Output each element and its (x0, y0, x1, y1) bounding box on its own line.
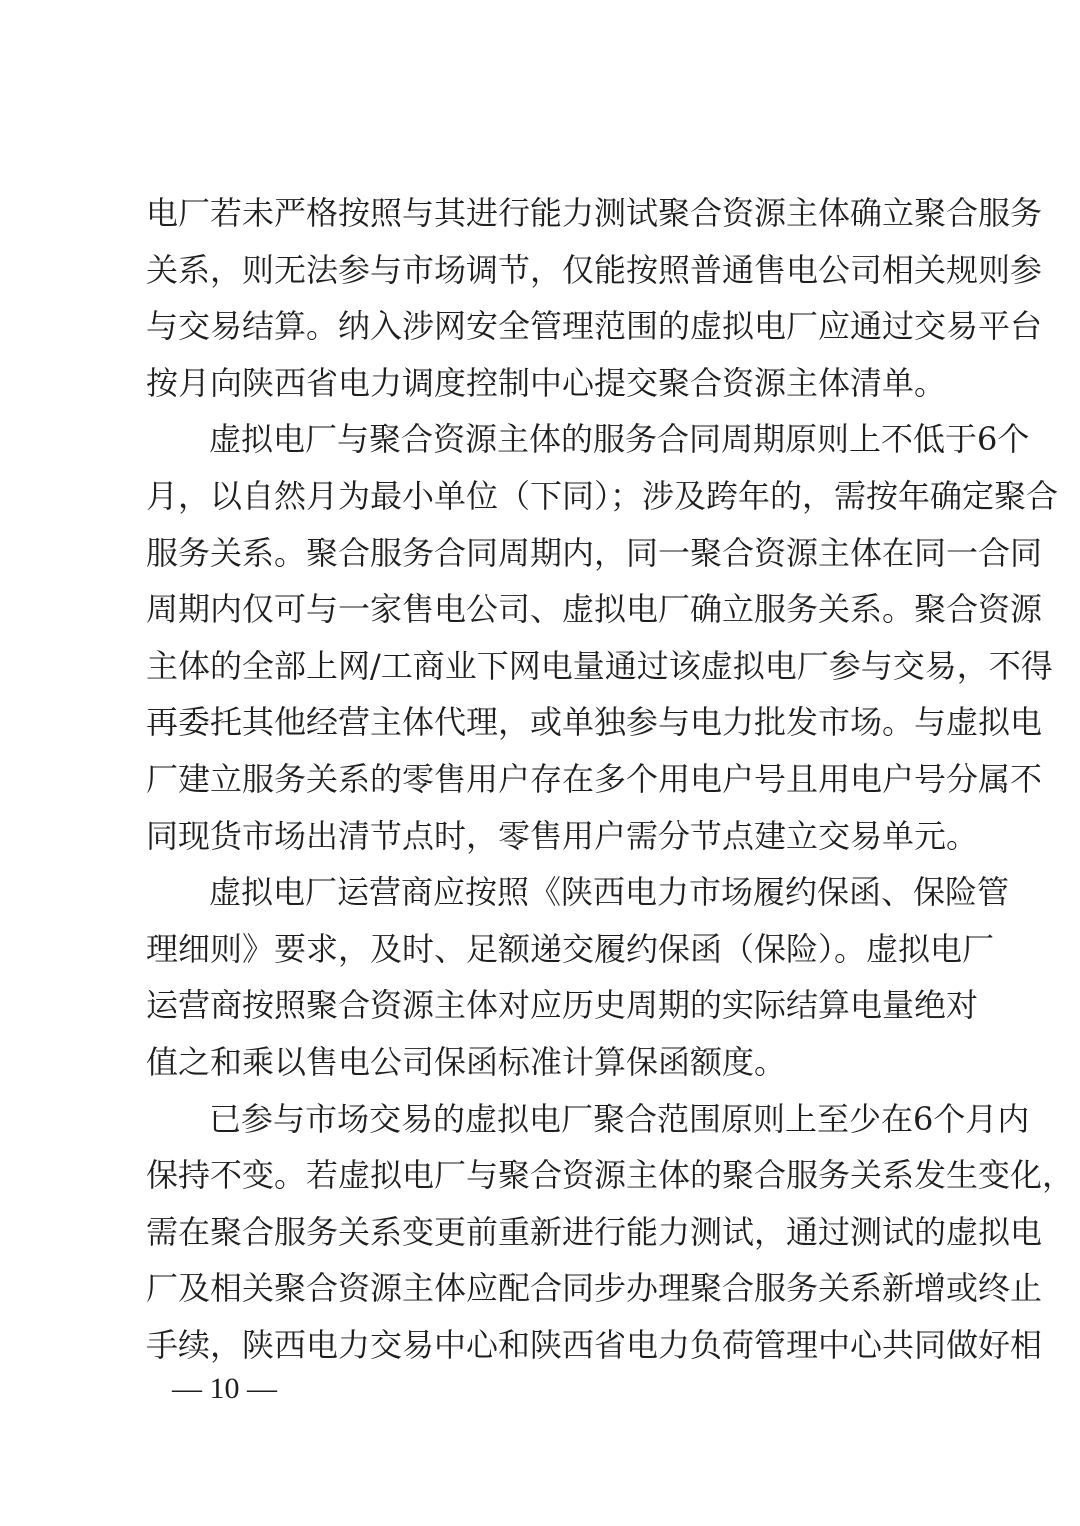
paragraph-4-line-3: 需在聚合服务关系变更前重新进行能力测试，通过测试的虚拟电 (146, 1212, 1043, 1251)
paragraph-2-line-1: 虚拟电厂与聚合资源主体的服务合同周期原则上不低于6个 (209, 420, 1030, 459)
paragraph-4-line-1: 已参与市场交易的虚拟电厂聚合范围原则上至少在6个月内 (209, 1099, 1030, 1138)
paragraph-4-line-4: 厂及相关聚合资源主体应配合同步办理聚合服务关系新增或终止 (146, 1269, 1043, 1308)
paragraph-1-line-3: 与交易结算。纳入涉网安全管理范围的虚拟电厂应通过交易平台 (146, 307, 1043, 346)
paragraph-3-line-1: 虚拟电厂运营商应按照《陕西电力市场履约保函、保险管 (209, 873, 1010, 912)
paragraph-1-line-4: 按月向陕西省电力调度控制中心提交聚合资源主体清单。 (146, 363, 947, 402)
paragraph-2-line-8: 同现货市场出清节点时，零售用户需分节点建立交易单元。 (146, 816, 979, 855)
document-body (146, 185, 1075, 1373)
paragraph-2-line-6: 再委托其他经营主体代理，或单独参与电力批发市场。与虚拟电 (146, 703, 1043, 742)
paragraph-3-line-4: 值之和乘以售电公司保函标准计算保函额度。 (146, 1042, 787, 1081)
paragraph-3-line-3: 运营商按照聚合资源主体对应历史周期的实际结算电量绝对 (146, 986, 979, 1025)
paragraph-2-line-2: 月，以自然月为最小单位（下同）；涉及跨年的，需按年确定聚合 (146, 476, 1059, 515)
paragraph-2-line-4: 周期内仅可与一家售电公司、虚拟电厂确立服务关系。聚合资源 (146, 590, 1043, 629)
paragraph-3-line-2: 理细则》要求，及时、足额递交履约保函（保险）。虚拟电厂 (146, 929, 995, 968)
paragraph-2-line-7: 厂建立服务关系的零售用户存在多个用电户号且用电户号分属不 (146, 759, 1043, 798)
paragraph-2-line-5: 主体的全部上网/工商业下网电量通过该虚拟电厂参与交易，不得 (146, 646, 1053, 685)
paragraph-2-line-3: 服务关系。聚合服务合同周期内，同一聚合资源主体在同一合同 (146, 533, 1043, 572)
paragraph-1-line-2: 关系，则无法参与市场调节，仅能按照普通售电公司相关规则参 (146, 250, 1043, 289)
paragraph-4-line-5: 手续，陕西电力交易中心和陕西省电力负荷管理中心共同做好相 (146, 1325, 1043, 1364)
paragraph-4-line-2: 保持不变。若虚拟电厂与聚合资源主体的聚合服务关系发生变化， (146, 1156, 1075, 1195)
page-number: — 10 — (172, 1372, 277, 1405)
paragraph-1-line-1: 电厂若未严格按照与其进行能力测试聚合资源主体确立聚合服务 (146, 194, 1043, 232)
